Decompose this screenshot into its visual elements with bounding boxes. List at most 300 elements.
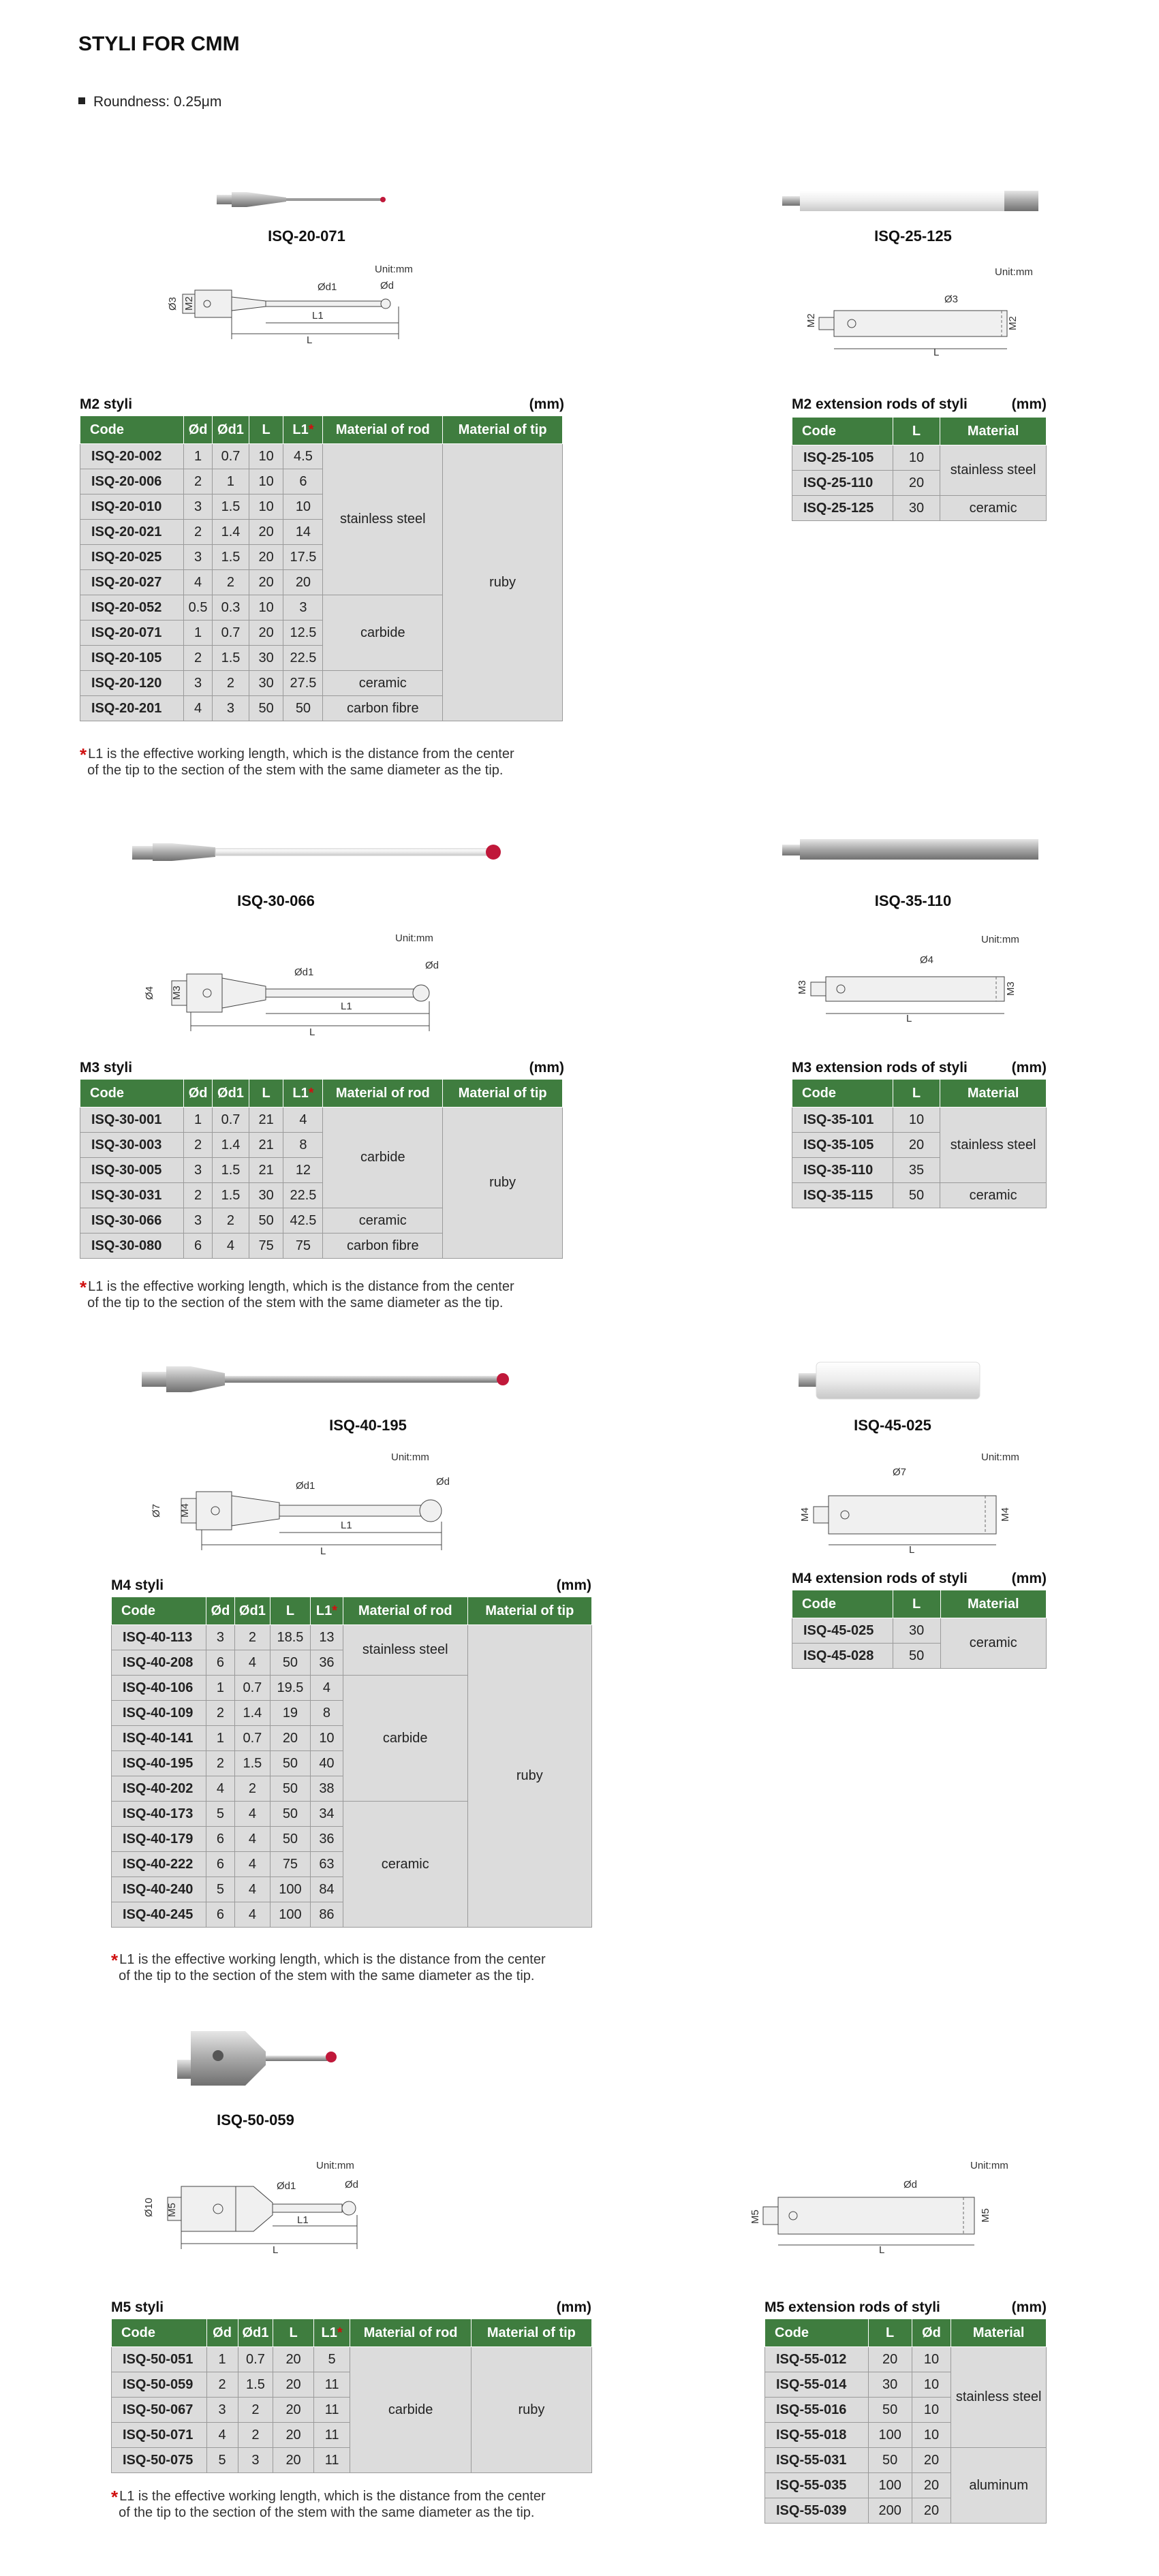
col-material-tip: Material of tip [443, 416, 563, 444]
cell-od: 4 [206, 2423, 238, 2448]
cell-code: ISQ-35-110 [792, 1158, 893, 1183]
cell-l1: 63 [311, 1852, 343, 1877]
cell-l: 10 [893, 445, 940, 471]
cell-od1: 0.7 [234, 1726, 270, 1751]
table-row [765, 2448, 1047, 2473]
col-code: Code [765, 2319, 869, 2347]
col-l: L [249, 1080, 283, 1108]
page-title: STYLI FOR CMM [78, 33, 240, 55]
col-od: Ød [206, 2319, 238, 2347]
cell-od1: 4 [234, 1877, 270, 1902]
cell-l: 21 [249, 1133, 283, 1158]
cell-code: ISQ-40-222 [112, 1852, 206, 1877]
cell-l: 18.5 [270, 1625, 310, 1650]
cell-l1: 13 [311, 1625, 343, 1650]
m3-styli-caption: M3 styli [80, 1060, 133, 1075]
cell-l: 20 [273, 2347, 313, 2372]
unit-label: Unit:mm [391, 1451, 429, 1463]
col-l: L [893, 1590, 940, 1618]
footnote-line1: L1 is the effective working length, which is the distance from the center [119, 1952, 546, 1967]
cell-l: 10 [249, 444, 283, 469]
cell-code: ISQ-35-115 [792, 1183, 893, 1208]
bullet-square-icon [78, 97, 85, 104]
cell-rod: stainless steel [343, 1625, 467, 1676]
cell-od1: 1.5 [238, 2372, 273, 2398]
col-od: Ød [184, 1080, 213, 1108]
cell-code: ISQ-45-028 [792, 1644, 893, 1669]
table-row [80, 1108, 563, 1133]
m5ext-unit: (mm) [1011, 2299, 1047, 2315]
m3-footnote [80, 1276, 598, 1311]
cell-code: ISQ-50-075 [112, 2448, 207, 2473]
cell-od: 6 [206, 1852, 235, 1877]
cell-code: ISQ-35-101 [792, 1108, 893, 1133]
photo-label-isq-25-125: ISQ-25-125 [874, 227, 952, 245]
col-code: Code [80, 1080, 184, 1108]
cell-tip: ruby [443, 444, 563, 721]
dim-d7: Ø7 [151, 1503, 162, 1518]
col-code: Code [112, 1597, 206, 1625]
footnote-line2: of the tip to the section of the stem with the same diameter as the tip. [119, 2505, 535, 2520]
col-code: Code [792, 1590, 893, 1618]
cell-tip: ruby [467, 1625, 591, 1928]
dim-dd: Ød [380, 280, 395, 292]
col-l1 [311, 1597, 343, 1625]
dim-m3: M3 [797, 980, 808, 994]
cell-od1: 1.5 [213, 1158, 249, 1183]
cell-od1: 0.7 [234, 1676, 270, 1701]
dim-l: L [309, 1026, 315, 1038]
cell-l1: 5 [313, 2347, 350, 2372]
cell-l1: 11 [313, 2423, 350, 2448]
cell-od1: 2 [234, 1625, 270, 1650]
cell-od: 2 [184, 646, 213, 671]
dim-d10: Ø10 [143, 2197, 155, 2217]
table-row [792, 1108, 1047, 1133]
m2-footnote [80, 744, 598, 779]
col-code: Code [80, 416, 184, 444]
cell-od1: 2 [238, 2398, 273, 2423]
dim-dd: Ød [345, 2179, 359, 2190]
cell-l1: 84 [311, 1877, 343, 1902]
m2-stylus-drawing [164, 266, 463, 354]
unit-label: Unit:mm [970, 2160, 1008, 2171]
cell-od: 10 [912, 2347, 951, 2372]
cell-od: 3 [206, 2398, 238, 2423]
cell-code: ISQ-25-125 [792, 496, 893, 521]
cell-code: ISQ-40-245 [112, 1902, 206, 1928]
dim-dd: Ød [425, 960, 439, 971]
col-l1 [283, 1080, 323, 1108]
dim-m3: M3 [171, 986, 183, 1000]
dim-l1: L1 [341, 1001, 352, 1012]
cell-code: ISQ-40-113 [112, 1625, 206, 1650]
cell-od1: 4 [234, 1650, 270, 1676]
cell-code: ISQ-50-051 [112, 2347, 207, 2372]
cell-od: 1 [184, 621, 213, 646]
footnote-line1: L1 is the effective working length, which is the distance from the center [119, 2489, 546, 2504]
cell-l: 10 [249, 595, 283, 621]
cell-code: ISQ-40-208 [112, 1650, 206, 1676]
footnote-line2: of the tip to the section of the stem with the same diameter as the tip. [87, 1295, 504, 1310]
col-od: Ød [184, 416, 213, 444]
cell-od1: 3 [213, 696, 249, 721]
cell-od1: 1 [213, 469, 249, 494]
photo-label-isq-45-025: ISQ-45-025 [854, 1417, 931, 1434]
m3-stylus-drawing [136, 933, 457, 1042]
m3ext-caption: M3 extension rods of styli [792, 1060, 968, 1075]
photo-label-isq-35-110: ISQ-35-110 [874, 892, 952, 909]
cell-l1: 4 [311, 1676, 343, 1701]
cell-l: 20 [249, 520, 283, 545]
cell-l1: 17.5 [283, 545, 323, 570]
col-l1 [313, 2319, 350, 2347]
asterisk-icon: * [332, 1603, 337, 1618]
cell-code: ISQ-20-021 [80, 520, 184, 545]
col-l: L [893, 418, 940, 445]
cell-od: 10 [912, 2423, 951, 2448]
col-code: Code [792, 1080, 893, 1108]
cell-l1: 11 [313, 2398, 350, 2423]
dim-m4: M4 [179, 1503, 191, 1518]
col-material: Material [940, 1080, 1047, 1108]
cell-code: ISQ-20-071 [80, 621, 184, 646]
cell-l: 10 [249, 494, 283, 520]
cell-material: ceramic [940, 496, 1047, 521]
roundness-text: Roundness: 0.25μm [93, 94, 222, 110]
cell-code: ISQ-20-052 [80, 595, 184, 621]
cell-code: ISQ-40-202 [112, 1776, 206, 1802]
unit-label: Unit:mm [375, 264, 413, 275]
cell-l: 20 [893, 471, 940, 496]
dim-m2: M2 [183, 296, 195, 311]
cell-code: ISQ-40-240 [112, 1877, 206, 1902]
asterisk-icon: * [80, 1277, 87, 1298]
m2ext-caption: M2 extension rods of styli [792, 396, 968, 412]
col-material: Material [951, 2319, 1047, 2347]
m4-stylus-drawing [136, 1451, 457, 1560]
m4-styli-unit: (mm) [556, 1577, 591, 1593]
cell-tip: ruby [443, 1108, 563, 1259]
cell-od1: 2 [213, 671, 249, 696]
cell-code: ISQ-20-025 [80, 545, 184, 570]
cell-rod: carbide [323, 1108, 443, 1208]
m2ext-table [792, 417, 1047, 521]
cell-l: 50 [868, 2398, 912, 2423]
cell-rod: carbide [343, 1676, 467, 1802]
photo-label-isq-40-195: ISQ-40-195 [329, 1417, 407, 1434]
asterisk-icon: * [80, 744, 87, 765]
cell-code: ISQ-55-035 [765, 2473, 869, 2498]
roundness-spec [78, 94, 221, 110]
cell-od1: 2 [238, 2423, 273, 2448]
col-od1: Ød1 [213, 1080, 249, 1108]
unit-label: Unit:mm [981, 1451, 1019, 1463]
cell-code: ISQ-40-106 [112, 1676, 206, 1701]
asterisk-icon: * [337, 2325, 343, 2340]
col-material-tip: Material of tip [443, 1080, 563, 1108]
cell-od1: 1.5 [213, 646, 249, 671]
dim-m3: M3 [1005, 981, 1017, 996]
cell-od: 3 [206, 1625, 235, 1650]
cell-od1: 0.7 [213, 1108, 249, 1133]
cell-code: ISQ-40-109 [112, 1701, 206, 1726]
cell-od: 4 [206, 1776, 235, 1802]
dim-dd1: Ød1 [296, 1480, 315, 1492]
col-material-rod: Material of rod [323, 416, 443, 444]
cell-rod: carbon fibre [323, 1234, 443, 1259]
cell-l: 10 [893, 1108, 940, 1133]
cell-od: 20 [912, 2448, 951, 2473]
cell-code: ISQ-20-002 [80, 444, 184, 469]
cell-code: ISQ-55-018 [765, 2423, 869, 2448]
cell-code: ISQ-25-110 [792, 471, 893, 496]
cell-rod: carbide [350, 2347, 471, 2473]
asterisk-icon: * [308, 1085, 314, 1101]
cell-material: stainless steel [951, 2347, 1047, 2448]
cell-code: ISQ-20-006 [80, 469, 184, 494]
cell-od: 2 [206, 1701, 235, 1726]
cell-l1: 12.5 [283, 621, 323, 646]
dim-d3: Ø3 [167, 296, 179, 311]
cell-l1: 34 [311, 1802, 343, 1827]
cell-l: 30 [893, 496, 940, 521]
dim-dd: Ød [903, 2179, 918, 2190]
col-material-rod: Material of rod [350, 2319, 471, 2347]
col-l1-label: L1 [292, 1085, 309, 1101]
table-row [792, 445, 1047, 471]
cell-l: 20 [273, 2448, 313, 2473]
cell-l: 20 [249, 570, 283, 595]
cell-l: 100 [270, 1877, 310, 1902]
cell-l: 20 [273, 2423, 313, 2448]
cell-l1: 38 [311, 1776, 343, 1802]
m3-styli-unit: (mm) [529, 1060, 564, 1075]
cell-l1: 36 [311, 1827, 343, 1852]
cell-od1: 2 [234, 1776, 270, 1802]
cell-code: ISQ-30-066 [80, 1208, 184, 1234]
photo-label-isq-50-059: ISQ-50-059 [217, 2111, 294, 2129]
cell-od: 2 [184, 1183, 213, 1208]
dim-l1: L1 [297, 2214, 309, 2226]
dim-l: L [307, 334, 313, 346]
cell-l1: 22.5 [283, 1183, 323, 1208]
cell-code: ISQ-30-031 [80, 1183, 184, 1208]
stylus-photo-isq-20-071 [204, 185, 402, 217]
cell-l1: 40 [311, 1751, 343, 1776]
cell-l: 10 [249, 469, 283, 494]
m5-footnote [111, 2486, 629, 2521]
cell-code: ISQ-50-067 [112, 2398, 207, 2423]
table-row [792, 496, 1047, 521]
cell-code: ISQ-20-201 [80, 696, 184, 721]
m4-styli-caption: M4 styli [111, 1577, 164, 1593]
cell-l1: 8 [311, 1701, 343, 1726]
cell-od1: 4 [234, 1852, 270, 1877]
cell-od1: 1.4 [213, 520, 249, 545]
cell-l: 50 [249, 1208, 283, 1234]
dim-m4: M4 [1000, 1507, 1011, 1522]
cell-l: 75 [249, 1234, 283, 1259]
dim-l: L [933, 347, 940, 358]
m3ext-table [792, 1079, 1047, 1208]
cell-od1: 1.5 [213, 1183, 249, 1208]
cell-code: ISQ-30-005 [80, 1158, 184, 1183]
cell-tip: ruby [471, 2347, 591, 2473]
cell-od: 1 [184, 444, 213, 469]
cell-rod: ceramic [323, 671, 443, 696]
col-l: L [893, 1080, 940, 1108]
cell-od1: 4 [234, 1827, 270, 1852]
cell-l: 20 [249, 621, 283, 646]
dim-dd1: Ød1 [294, 967, 314, 978]
unit-label: Unit:mm [995, 266, 1033, 278]
cell-od1: 0.7 [213, 621, 249, 646]
col-od1: Ød1 [213, 416, 249, 444]
cell-material: stainless steel [940, 1108, 1047, 1183]
m2-styli-caption: M2 styli [80, 396, 133, 412]
m5-styli-caption: M5 styli [111, 2299, 164, 2315]
cell-od: 2 [184, 1133, 213, 1158]
table-row [112, 2347, 592, 2372]
unit-label: Unit:mm [316, 2160, 354, 2171]
cell-l1: 50 [283, 696, 323, 721]
cell-l: 20 [868, 2347, 912, 2372]
cell-l: 50 [270, 1650, 310, 1676]
cell-code: ISQ-20-120 [80, 671, 184, 696]
col-material: Material [940, 418, 1047, 445]
cell-od1: 1.4 [234, 1701, 270, 1726]
cell-od: 3 [184, 671, 213, 696]
stylus-photo-isq-50-059 [164, 2017, 354, 2092]
m5ext-caption: M5 extension rods of styli [764, 2299, 940, 2315]
dim-dd1: Ød1 [318, 281, 337, 293]
col-od1: Ød1 [234, 1597, 270, 1625]
m2-styli-unit: (mm) [529, 396, 564, 412]
dim-l: L [906, 1013, 912, 1024]
cell-od: 3 [184, 545, 213, 570]
cell-l: 50 [270, 1827, 310, 1852]
m4ext-table [792, 1590, 1047, 1669]
cell-l1: 36 [311, 1650, 343, 1676]
cell-l1: 4.5 [283, 444, 323, 469]
dim-d4: Ø4 [920, 954, 934, 966]
cell-l: 30 [249, 671, 283, 696]
cell-l: 50 [893, 1644, 940, 1669]
cell-rod: carbon fibre [323, 696, 443, 721]
asterisk-icon: * [308, 422, 314, 437]
cell-code: ISQ-45-025 [792, 1618, 893, 1644]
m2-extension-drawing [797, 266, 1070, 358]
cell-od1: 4 [234, 1902, 270, 1928]
cell-l: 19 [270, 1701, 310, 1726]
cell-code: ISQ-25-105 [792, 445, 893, 471]
col-code: Code [792, 418, 893, 445]
cell-l: 50 [249, 696, 283, 721]
cell-code: ISQ-20-105 [80, 646, 184, 671]
cell-od: 2 [206, 2372, 238, 2398]
cell-l: 30 [249, 1183, 283, 1208]
cell-od1: 2 [213, 1208, 249, 1234]
cell-od: 2 [184, 469, 213, 494]
dim-m5: M5 [166, 2203, 178, 2217]
col-l1-label: L1 [292, 422, 309, 437]
cell-l: 75 [270, 1852, 310, 1877]
cell-l: 21 [249, 1108, 283, 1133]
cell-code: ISQ-30-001 [80, 1108, 184, 1133]
m3-styli-table [80, 1079, 563, 1259]
cell-od: 2 [184, 520, 213, 545]
m5ext-table [764, 2319, 1047, 2524]
cell-code: ISQ-40-173 [112, 1802, 206, 1827]
m5-styli-table [111, 2319, 592, 2473]
dim-dd: Ød [436, 1476, 450, 1488]
m3ext-unit: (mm) [1011, 1060, 1047, 1075]
cell-od: 3 [184, 1158, 213, 1183]
cell-od: 3 [184, 1208, 213, 1234]
unit-label: Unit:mm [395, 932, 433, 944]
col-l: L [270, 1597, 310, 1625]
cell-l: 35 [893, 1158, 940, 1183]
col-material-tip: Material of tip [467, 1597, 591, 1625]
rod-photo-isq-45-025 [777, 1358, 1049, 1406]
m4-footnote [111, 1949, 629, 1984]
cell-l: 30 [249, 646, 283, 671]
cell-od1: 0.3 [213, 595, 249, 621]
cell-l: 20 [273, 2398, 313, 2423]
col-od1: Ød1 [238, 2319, 273, 2347]
cell-l: 200 [868, 2498, 912, 2524]
cell-code: ISQ-20-010 [80, 494, 184, 520]
cell-code: ISQ-35-105 [792, 1133, 893, 1158]
table-row [792, 1183, 1047, 1208]
cell-l: 50 [893, 1183, 940, 1208]
cell-od: 5 [206, 2448, 238, 2473]
m4ext-unit: (mm) [1011, 1571, 1047, 1586]
col-l1-label: L1 [321, 2325, 337, 2340]
cell-l1: 20 [283, 570, 323, 595]
cell-l: 50 [868, 2448, 912, 2473]
cell-code: ISQ-40-195 [112, 1751, 206, 1776]
cell-l1: 11 [313, 2448, 350, 2473]
col-material-rod: Material of rod [343, 1597, 467, 1625]
cell-od: 4 [184, 570, 213, 595]
m5-extension-drawing [736, 2159, 1049, 2261]
dim-m5: M5 [750, 2210, 761, 2224]
cell-od1: 4 [234, 1802, 270, 1827]
m2-styli-table [80, 415, 563, 721]
footnote-line1: L1 is the effective working length, which is the distance from the center [88, 747, 514, 761]
col-od: Ød [206, 1597, 235, 1625]
cell-l: 100 [270, 1902, 310, 1928]
cell-l1: 4 [283, 1108, 323, 1133]
cell-rod: ceramic [343, 1802, 467, 1928]
col-code: Code [112, 2319, 207, 2347]
cell-l1: 14 [283, 520, 323, 545]
table-row [792, 1618, 1047, 1644]
dim-l: L [909, 1544, 915, 1556]
cell-l: 50 [270, 1802, 310, 1827]
cell-od: 6 [206, 1650, 235, 1676]
cell-od: 1 [206, 2347, 238, 2372]
dim-m5: M5 [980, 2208, 991, 2222]
cell-rod: ceramic [323, 1208, 443, 1234]
stylus-photo-isq-40-195 [136, 1358, 518, 1399]
cell-code: ISQ-50-071 [112, 2423, 207, 2448]
cell-l1: 6 [283, 469, 323, 494]
cell-l1: 10 [311, 1726, 343, 1751]
cell-material: aluminum [951, 2448, 1047, 2524]
